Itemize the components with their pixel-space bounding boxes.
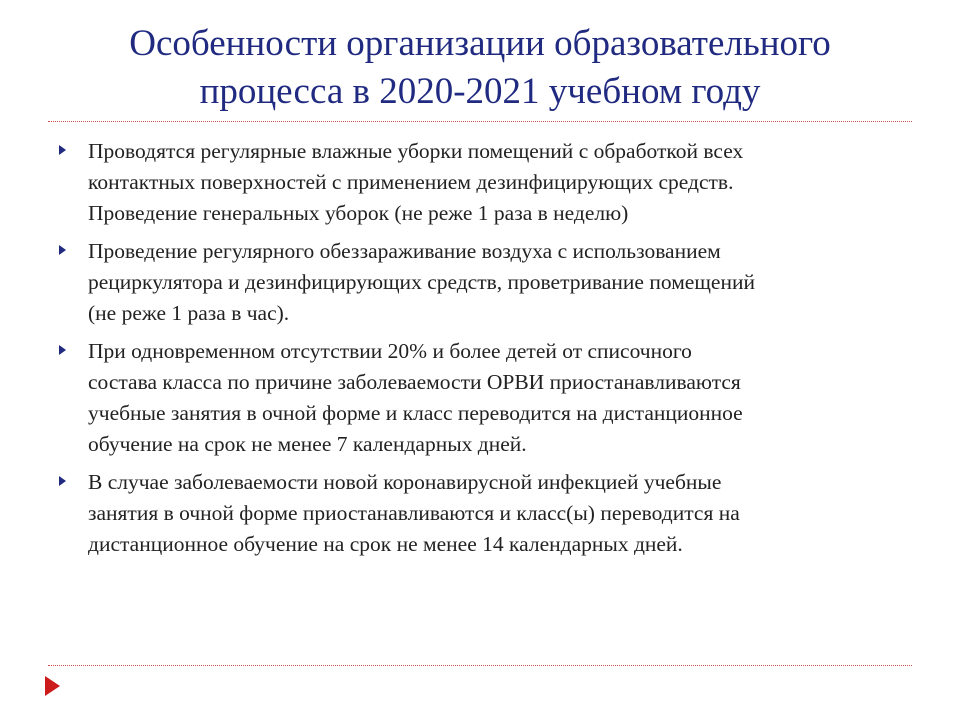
list-item bbox=[56, 136, 916, 229]
title-divider bbox=[48, 121, 912, 122]
bullet-text: В случае заболеваемости новой коронавирусной инфекцией учебные занятия в очной форме приостанавливаются и класс(ы) переводится на дистанционное обучение на срок не менее 14 календарных дней. bbox=[88, 470, 740, 556]
list-item bbox=[56, 336, 916, 460]
triangle-right-icon bbox=[59, 145, 66, 155]
bullet-text: При одновременном отсутствии 20% и более детей от списочного состава класса по причине заболеваемости ОРВИ приостанавливаются учебные занятия в очной форме и класс переводится на дистанционное обучение на срок не менее 7 календарных дней. bbox=[88, 339, 743, 456]
bullet-list bbox=[56, 136, 916, 567]
bullet-text: Проведение регулярного обеззараживание воздуха с использованием рециркулятора и дезинфицирующих средств, проветривание помещений (не реже 1 раза в час). bbox=[88, 239, 755, 325]
footer-divider bbox=[48, 665, 912, 666]
slide-title: Особенности организации образовательного процесса в 2020-2021 учебном году bbox=[129, 23, 831, 112]
triangle-right-icon bbox=[59, 345, 66, 355]
triangle-right-icon bbox=[59, 476, 66, 486]
list-item bbox=[56, 236, 916, 329]
triangle-right-icon bbox=[59, 245, 66, 255]
bullet-text: Проводятся регулярные влажные уборки помещений с обработкой всех контактных поверхностей с применением дезинфицирующих средств. Проведение генеральных уборок (не реже 1 раза в неделю) bbox=[88, 139, 744, 225]
red-arrow-icon bbox=[45, 676, 60, 696]
list-item bbox=[56, 467, 916, 560]
